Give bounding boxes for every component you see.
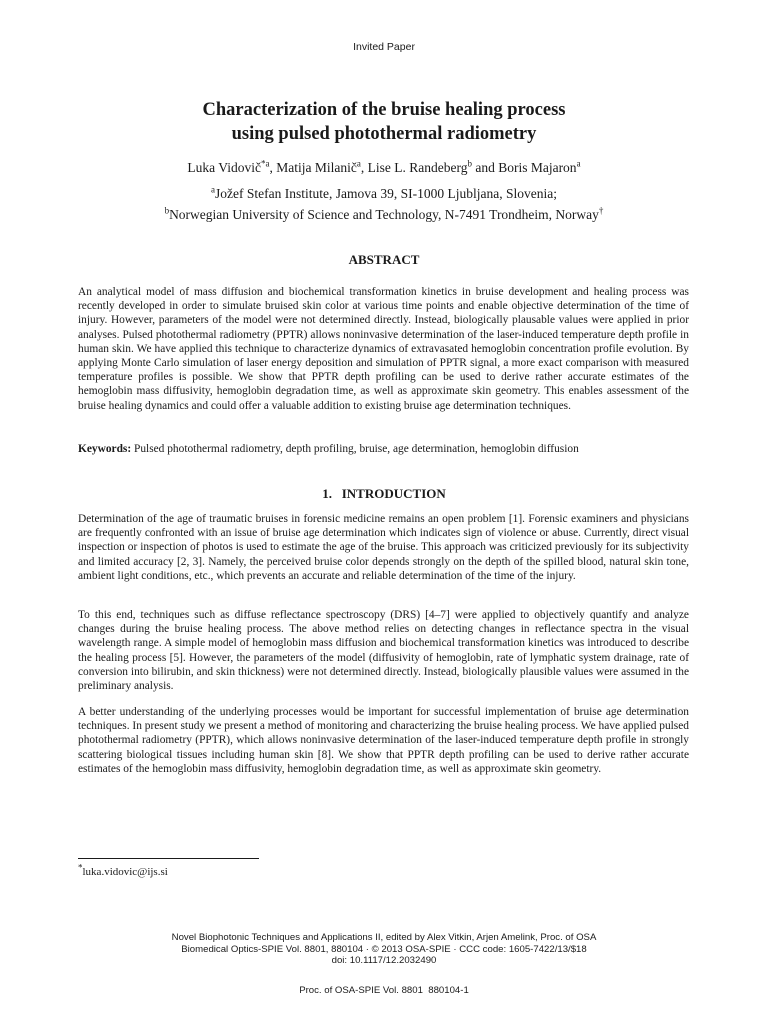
publication-doi: doi: 10.1117/12.2032490 [331, 955, 437, 966]
abstract-text: An analytical model of mass diffusion and biochemical transformation kinetics in bruise development and healing process was recently developed in order to simulate bruised skin color at various time points and enable objective determination of the time of injury. However, parameters of the model were not determined directly. Instead, biologically plausable values were applied in prior analyses. Pulsed photothermal radiometry (PPTR) allows noninvasive determination of the laser-induced temperature depth profile in human skin. We have applied this technique to characterize dynamics of extravasated hemoglobin concentration profile evolution. By applying Monte Carlo simulation of laser energy deposition and simulation of PPTR signal, a more exact comparison with measured temperature profiles is possible. We show that PPTR depth profiling can be used to derive rather accurate estimates of the hemoglobin mass diffusivity, hemoglobin degradation time, as well as approximate skin geometry. This enables assessment of the bruise healing dynamics and could offer a valuable addition to existing bruise age determination techniques. [78, 286, 689, 412]
affiliation-1-marker: a [211, 184, 216, 195]
affiliation-1 [0, 183, 768, 204]
author-2-marker: a [356, 158, 361, 169]
abstract-heading: ABSTRACT [348, 252, 420, 267]
keywords-text: Pulsed photothermal radiometry, depth profiling, bruise, age determination, hemoglobin diffusion [131, 443, 579, 455]
publication-line-2: Biomedical Optics-SPIE Vol. 8801, 880104 · © 2013 OSA-SPIE · CCC code: 1605-7422/13/$18 [181, 943, 587, 955]
footnote-marker: * [78, 862, 83, 873]
footnote-divider [78, 858, 259, 859]
author-1-marker: *a [260, 158, 270, 169]
author-4-marker: a [576, 158, 581, 169]
affiliation-2 [0, 204, 768, 225]
publication-info [0, 932, 768, 967]
intro-paragraph-3: A better understanding of the underlying processes would be important for successful implementation of bruise age determination techniques. In present study we present a method of monitoring and characterizing the bruise healing process. We have applied pulsed photothermal radiometry (PPTR), which allows noninvasive determination of the laser-induced temperature depth profile in strongly scattering biological tissues including human skin [8]. We show that PPTR depth profiling can be used to derive rather accurate estimates of the hemoglobin mass diffusivity, hemoglobin degradation time, as well as approximate skin geometry. [78, 706, 689, 775]
title-line-2: using pulsed photothermal radiometry [231, 124, 537, 144]
author-1: Luka Vidovič [187, 160, 261, 175]
invited-paper-label: Invited Paper [353, 41, 415, 53]
author-list [0, 158, 768, 178]
affiliations [0, 183, 768, 225]
author-2: , Matija Milanič [269, 160, 357, 175]
affiliation-1-text: Jožef Stefan Institute, Jamova 39, SI-1000 Ljubljana, Slovenia; [215, 186, 557, 201]
page-footer: Proc. of OSA-SPIE Vol. 8801 880104-1 [299, 985, 469, 996]
introduction-heading: 1. INTRODUCTION [322, 486, 446, 501]
footnote-text: luka.vidovic@ijs.si [82, 866, 168, 878]
publication-line-1: Novel Biophotonic Techniques and Applications II, edited by Alex Vitkin, Arjen Amelink, Proc. of OSA [171, 932, 597, 943]
affiliation-2-end-marker: † [598, 205, 604, 216]
intro-paragraph-2: To this end, techniques such as diffuse reflectance spectroscopy (DRS) [4–7] were applied to objectively quantify and analyze changes during the bruise healing process. The above method relies on detecting changes in reflectance spectra in the visual wavelength range. A simple model of hemoglobin mass diffusion and biochemical transformation kinetics was introduced to describe the healing process [5]. However, the parameters of the model (diffusivity of hemoglobin, rate of lymphatic system drainage, rate of conversion into bilirubin, and skin thickness) were not determined directly. Instead, biologically plausible values were assumed in the preliminary analysis. [78, 609, 689, 693]
paper-title [0, 98, 768, 146]
intro-paragraph-1: Determination of the age of traumatic bruises in forensic medicine remains an open problem [1]. Forensic examiners and physicians are frequently confronted with an issue of bruise age determination which indicates sign of violence or abuse. Currently, direct visual inspection or inspection of photos is used to estimate the age of the bruise. This approach was criticized previously for its subjectivity and limited accuracy [2, 3]. Namely, the perceived bruise color depends strongly on the depth of the spilled blood, natural skin tone, ambient light conditions, etc., which prevents an accurate and reliable determination of the time of the injury. [78, 513, 689, 582]
keywords [78, 442, 689, 456]
title-line-1: Characterization of the bruise healing process [202, 100, 566, 120]
author-3-marker: b [467, 158, 472, 169]
affiliation-2-text: Norwegian University of Science and Technology, N-7491 Trondheim, Norway [169, 207, 599, 222]
author-4: and Boris Majaron [471, 160, 577, 175]
footnote-email [78, 862, 168, 878]
author-3: , Lise L. Randeberg [360, 160, 468, 175]
affiliation-2-marker: b [164, 205, 170, 216]
keywords-label: Keywords: [78, 443, 132, 455]
